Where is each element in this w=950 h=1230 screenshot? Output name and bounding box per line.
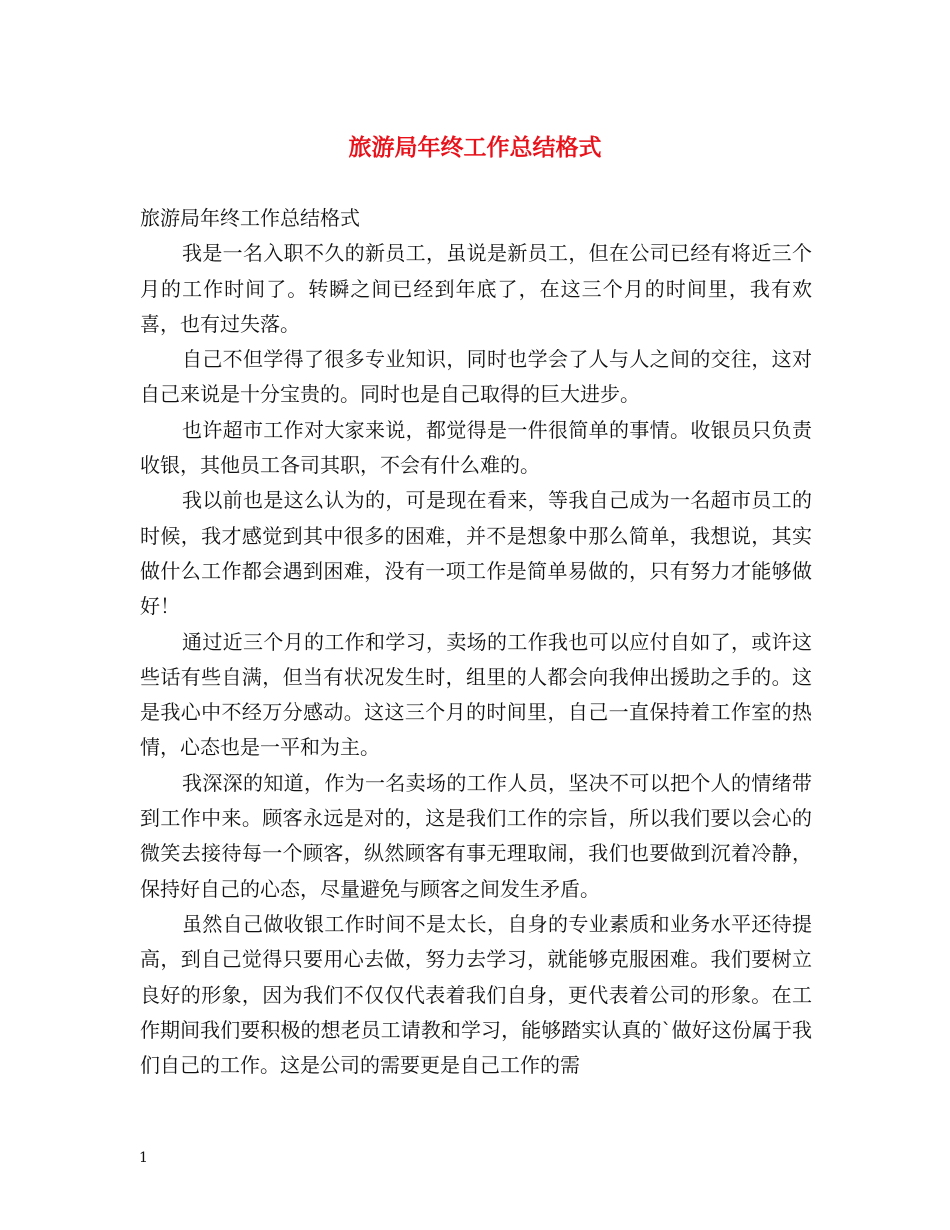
paragraph-2: 自己不但学得了很多专业知识，同时也学会了人与人之间的交往，这对自己来说是十分宝贵的。同时也是自己取得的巨大进步。 xyxy=(140,347,812,407)
paragraph-1: 我是一名入职不久的新员工，虽说是新员工，但在公司已经有将近三个月的工作时间了。转瞬之间已经到年底了，在这三个月的时间里，我有欢喜，也有过失落。 xyxy=(140,241,812,336)
paragraph-5: 通过近三个月的工作和学习，卖场的工作我也可以应付自如了，或许这些话有些自满，但当有状况发生时，组里的人都会向我伸出援助之手的。这是我心中不经万分感动。这这三个月的时间里，自己一直保持着工作室的热情，心态也是一平和为主。 xyxy=(140,629,812,760)
document-subtitle: 旅游局年终工作总结格式 xyxy=(140,206,360,230)
paragraph-3: 也许超市工作对大家来说，都觉得是一件很简单的事情。收银员只负责收银，其他员工各司其职，不会有什么难的。 xyxy=(140,417,812,478)
paragraph-7: 虽然自己做收银工作时间不是太长，自身的专业素质和业务水平还待提高，到自己觉得只要用心去做，努力去学习，就能够克服困难。我们要树立良好的形象，因为我们不仅仅代表着我们自身，更代表着公司的形象。在工作期间我们要积极的想老员工请教和学习，能够踏实认真的`做好这份属于我们自己的工作。这是公司的需要更是自己工作的需 xyxy=(140,911,812,1078)
paragraph-4: 我以前也是这么认为的，可是现在看来，等我自己成为一名超市员工的时候，我才感觉到其中很多的困难，并不是想象中那么简单，我想说，其实做什么工作都会遇到困难，没有一项工作是简单易做的，只有努力才能够做好！ xyxy=(140,488,812,619)
paragraph-6: 我深深的知道，作为一名卖场的工作人员，坚决不可以把个人的情绪带到工作中来。顾客永远是对的，这是我们工作的宗旨，所以我们要以会心的微笑去接待每一个顾客，纵然顾客有事无理取闹，我们也要做到沉着冷静，保持好自己的心态，尽量避免与顾客之间发生矛盾。 xyxy=(140,770,812,901)
document-title: 旅游局年终工作总结格式 xyxy=(348,134,602,161)
document-body xyxy=(140,201,812,1083)
page-number: 1 xyxy=(139,1150,148,1166)
